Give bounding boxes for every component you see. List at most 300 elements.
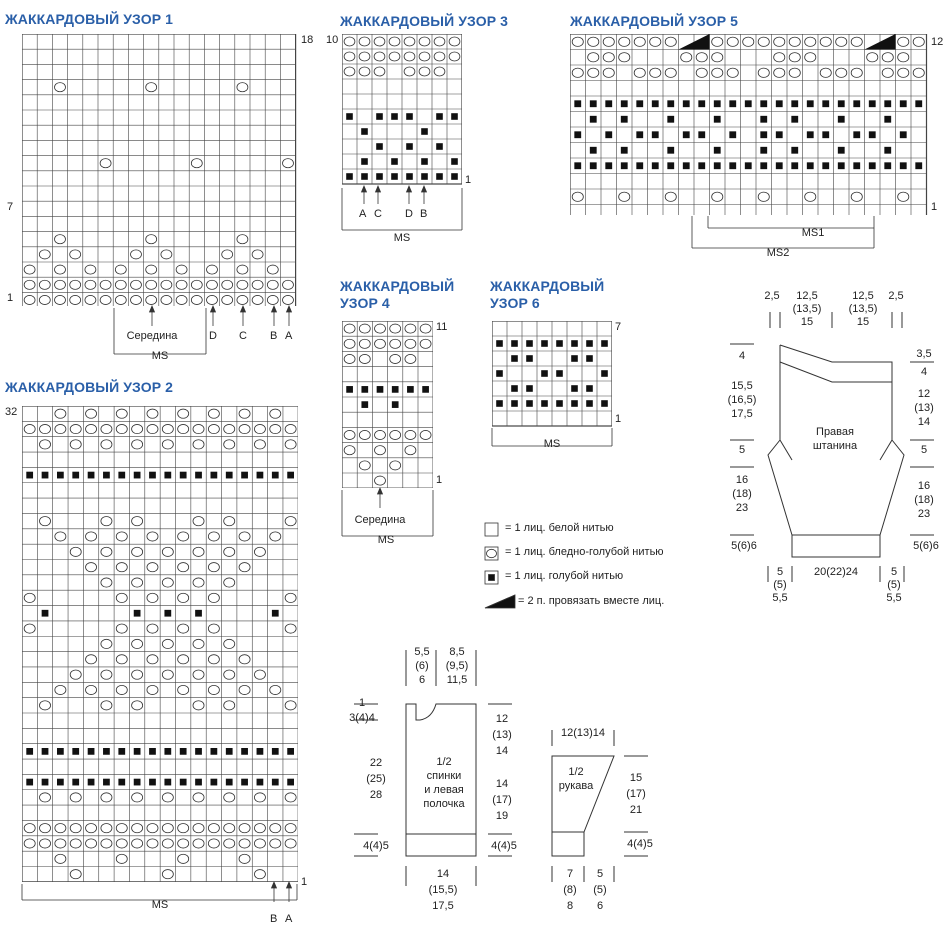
circle-stitch (789, 68, 800, 77)
pants-top-b2: (13,5) (848, 303, 878, 315)
circle-stitch (285, 839, 296, 848)
square-stitch (392, 401, 399, 408)
circle-stitch (161, 250, 172, 259)
pants-bottom-a3: 5,5 (772, 592, 788, 604)
circle-stitch (178, 593, 189, 602)
circle-stitch (588, 37, 599, 46)
legend-circle-text: = 1 лиц. бледно-голубой нитью (505, 546, 664, 558)
square-stitch (376, 143, 383, 150)
square-stitch (652, 131, 659, 138)
circle-stitch (147, 824, 158, 833)
square-stitch (822, 131, 829, 138)
circle-stitch (147, 685, 158, 694)
square-stitch (180, 472, 187, 479)
square-stitch (361, 386, 368, 393)
circle-stitch (70, 839, 81, 848)
circle-stitch (100, 159, 111, 168)
circle-stitch (420, 324, 431, 333)
back-title-1: 1/2 (436, 756, 452, 768)
circle-stitch (449, 37, 460, 46)
pants-right-b1: 16 (917, 480, 931, 492)
pants-right-a3: 14 (917, 416, 931, 428)
square-stitch (683, 100, 690, 107)
square-stitch (511, 400, 518, 407)
back-title-2: спинки (426, 770, 462, 782)
pants-bottom-b1: 5 (890, 566, 898, 578)
square-stitch (590, 162, 597, 169)
circle-stitch (224, 578, 235, 587)
square-stitch (118, 748, 125, 755)
circle-stitch (913, 37, 924, 46)
circle-stitch (405, 324, 416, 333)
square-stitch (361, 401, 368, 408)
circle-stitch (146, 83, 157, 92)
circle-stitch (100, 280, 111, 289)
circle-stitch (237, 235, 248, 244)
legend-white-swatch (485, 523, 498, 536)
circle-stitch (404, 37, 415, 46)
square-stitch (822, 100, 829, 107)
circle-stitch (224, 670, 235, 679)
square-stitch (556, 340, 563, 347)
circle-stitch (758, 37, 769, 46)
pants-top-a1: 12,5 (796, 290, 818, 302)
circle-stitch (178, 685, 189, 694)
circle-stitch (55, 235, 66, 244)
circle-stitch (178, 839, 189, 848)
circle-stitch (254, 547, 265, 556)
circle-stitch (390, 461, 401, 470)
pants-top-b3: 15 (856, 316, 870, 328)
circle-stitch (681, 53, 692, 62)
circle-stitch (24, 624, 35, 633)
circle-stitch (375, 430, 386, 439)
circle-stitch (147, 839, 158, 848)
sleeve-right-3: 21 (629, 804, 643, 816)
circle-stitch (208, 424, 219, 433)
circle-stitch (191, 280, 202, 289)
circle-stitch (239, 655, 250, 664)
circle-stitch (405, 446, 416, 455)
p2-row-32: 32 (5, 406, 18, 418)
circle-stitch (237, 83, 248, 92)
circle-stitch (101, 839, 112, 848)
square-stitch (571, 385, 578, 392)
pants-bottom-b2: (5) (887, 579, 901, 591)
sleeve-right-4: 4(4)5 (627, 838, 653, 850)
circle-stitch (727, 37, 738, 46)
pants-right-cuff: 5(6)6 (913, 540, 939, 552)
square-stitch (164, 610, 171, 617)
circle-stitch (359, 354, 370, 363)
back-top-b1: 8,5 (449, 646, 465, 658)
square-stitch (541, 340, 548, 347)
pants-left-4: 4 (738, 350, 746, 362)
circle-stitch (239, 424, 250, 433)
square-stitch (590, 147, 597, 154)
square-stitch (210, 748, 217, 755)
legend-white-text: = 1 лиц. белой нитью (505, 522, 614, 534)
pattern-1-chart (22, 34, 298, 306)
square-stitch (683, 131, 690, 138)
circle-stitch (147, 409, 158, 418)
circle-stitch (24, 265, 35, 274)
square-stitch (57, 779, 64, 786)
circle-stitch (208, 563, 219, 572)
circle-stitch (344, 324, 355, 333)
square-stitch (605, 131, 612, 138)
circle-stitch (572, 37, 583, 46)
circle-stitch (208, 839, 219, 848)
square-stitch (853, 162, 860, 169)
pattern-4-title-line1: ЖАККАРДОВЫЙ (340, 278, 455, 294)
circle-stitch (603, 68, 614, 77)
circle-stitch (132, 578, 143, 587)
circle-stitch (208, 824, 219, 833)
square-stitch (556, 400, 563, 407)
circle-stitch (224, 424, 235, 433)
pants-left-b2: (18) (732, 488, 752, 500)
p3-ms-label: MS (393, 232, 411, 244)
circle-stitch (178, 563, 189, 572)
pants-top-a3: 15 (800, 316, 814, 328)
square-stitch (118, 472, 125, 479)
square-stitch (226, 748, 233, 755)
circle-stitch (101, 547, 112, 556)
p2-label-b: B (270, 913, 278, 925)
circle-stitch (665, 192, 676, 201)
circle-stitch (285, 424, 296, 433)
circle-stitch (774, 53, 785, 62)
circle-stitch (603, 37, 614, 46)
square-stitch (511, 340, 518, 347)
square-stitch (807, 131, 814, 138)
circle-stitch (116, 593, 127, 602)
circle-stitch (24, 280, 35, 289)
circle-stitch (24, 593, 35, 602)
circle-stitch (116, 624, 127, 633)
p6-ms-label: MS (543, 438, 561, 450)
circle-stitch (101, 701, 112, 710)
pants-right-b3: 23 (917, 508, 931, 520)
circle-stitch (359, 461, 370, 470)
circle-stitch (375, 476, 386, 485)
square-stitch (900, 131, 907, 138)
square-stitch (103, 472, 110, 479)
circle-stitch (162, 578, 173, 587)
square-stitch (421, 158, 428, 165)
square-stitch (436, 143, 443, 150)
square-stitch (42, 779, 49, 786)
pattern-1-title: ЖАККАРДОВЫЙ УЗОР 1 (5, 11, 174, 27)
circle-stitch (101, 578, 112, 587)
back-top-a3: 6 (418, 674, 426, 686)
circle-stitch (404, 67, 415, 76)
square-stitch (605, 162, 612, 169)
square-stitch (807, 162, 814, 169)
circle-stitch (55, 409, 66, 418)
square-stitch (698, 131, 705, 138)
circle-stitch (24, 424, 35, 433)
square-stitch (57, 748, 64, 755)
circle-stitch (132, 670, 143, 679)
pants-left-5: 5 (738, 444, 746, 456)
square-stitch (421, 173, 428, 180)
circle-stitch (285, 701, 296, 710)
sleeve-bottom-a1: 7 (566, 868, 574, 880)
circle-stitch (193, 793, 204, 802)
circle-stitch (224, 701, 235, 710)
pants-left-cuff: 5(6)6 (731, 540, 757, 552)
square-stitch (134, 610, 141, 617)
p3-row-10: 10 (326, 34, 339, 46)
square-stitch (72, 748, 79, 755)
square-stitch (164, 779, 171, 786)
square-stitch (853, 100, 860, 107)
square-stitch (226, 472, 233, 479)
circle-stitch (224, 639, 235, 648)
circle-stitch (270, 424, 281, 433)
circle-stitch (101, 517, 112, 526)
circle-stitch (39, 424, 50, 433)
circle-stitch (132, 440, 143, 449)
circle-stitch (207, 280, 218, 289)
circle-stitch (434, 67, 445, 76)
circle-stitch (55, 280, 66, 289)
circle-stitch (405, 430, 416, 439)
circle-stitch (898, 68, 909, 77)
square-stitch (511, 385, 518, 392)
circle-stitch (101, 424, 112, 433)
square-stitch (667, 162, 674, 169)
circle-stitch (375, 324, 386, 333)
square-stitch (776, 162, 783, 169)
square-stitch (791, 116, 798, 123)
square-stitch (884, 116, 891, 123)
square-stitch (272, 610, 279, 617)
circle-stitch (162, 440, 173, 449)
circle-stitch (390, 354, 401, 363)
square-stitch (714, 162, 721, 169)
circle-stitch (178, 424, 189, 433)
square-stitch (392, 386, 399, 393)
square-stitch (776, 100, 783, 107)
pants-bottom-center: 20(22)24 (813, 566, 859, 578)
circle-stitch (344, 354, 355, 363)
back-title-3: и левая (424, 784, 464, 796)
circle-stitch (39, 280, 50, 289)
square-stitch (760, 147, 767, 154)
circle-stitch (116, 409, 127, 418)
circle-stitch (147, 593, 158, 602)
square-stitch (149, 748, 156, 755)
circle-stitch (101, 824, 112, 833)
circle-stitch (405, 339, 416, 348)
circle-stitch (222, 250, 233, 259)
p1-label-d: D (209, 330, 217, 342)
circle-stitch (359, 67, 370, 76)
circle-stitch (132, 639, 143, 648)
circle-stitch (270, 532, 281, 541)
square-stitch (195, 610, 202, 617)
p5-row-1: 1 (931, 201, 938, 213)
circle-stitch (115, 265, 126, 274)
circle-stitch (191, 159, 202, 168)
square-stitch (884, 100, 891, 107)
square-stitch (164, 472, 171, 479)
circle-stitch (283, 159, 294, 168)
circle-stitch (619, 192, 630, 201)
square-stitch (421, 128, 428, 135)
circle-stitch (101, 793, 112, 802)
back-top-a2: (6) (415, 660, 429, 672)
square-stitch (667, 100, 674, 107)
square-stitch (451, 113, 458, 120)
circle-stitch (132, 839, 143, 848)
back-right-4: 14 (495, 778, 509, 790)
circle-stitch (208, 532, 219, 541)
pants-left-b3: 23 (735, 502, 749, 514)
square-stitch (272, 472, 279, 479)
back-left-2: 3(4)4 (349, 712, 375, 724)
circle-stitch (913, 68, 924, 77)
square-stitch (900, 100, 907, 107)
square-stitch (621, 147, 628, 154)
circle-stitch (665, 37, 676, 46)
circle-stitch (634, 37, 645, 46)
square-stitch (210, 779, 217, 786)
circle-stitch (55, 685, 66, 694)
circle-stitch (650, 37, 661, 46)
circle-stitch (178, 655, 189, 664)
square-stitch (361, 128, 368, 135)
pattern-6-chart (492, 321, 612, 428)
circle-stitch (86, 824, 97, 833)
square-stitch (526, 355, 533, 362)
back-right-7: 4(4)5 (491, 840, 517, 852)
square-stitch (586, 340, 593, 347)
p3-label-c: C (374, 208, 382, 220)
circle-stitch (85, 265, 96, 274)
circle-stitch (434, 37, 445, 46)
circle-stitch (239, 839, 250, 848)
circle-stitch (390, 324, 401, 333)
circle-stitch (178, 854, 189, 863)
p3-label-a: A (359, 208, 367, 220)
square-stitch (571, 340, 578, 347)
square-stitch (760, 116, 767, 123)
back-bottom-1: 14 (436, 868, 450, 880)
square-stitch (226, 779, 233, 786)
circle-stitch (207, 265, 218, 274)
p1-label-c: C (239, 330, 247, 342)
pants-top-right-2-5: 2,5 (888, 290, 904, 302)
circle-stitch (805, 192, 816, 201)
square-stitch (287, 472, 294, 479)
sleeve-bottom-b1: 5 (596, 868, 604, 880)
circle-stitch (176, 280, 187, 289)
square-stitch (776, 131, 783, 138)
circle-stitch (805, 37, 816, 46)
square-stitch (272, 779, 279, 786)
square-stitch (586, 355, 593, 362)
circle-stitch (374, 67, 385, 76)
p1-label-a: A (285, 330, 293, 342)
circle-stitch (70, 440, 81, 449)
circle-stitch (116, 685, 127, 694)
circle-stitch (898, 37, 909, 46)
square-stitch (241, 472, 248, 479)
circle-stitch (572, 192, 583, 201)
back-left-6: 4(4)5 (363, 840, 389, 852)
back-right-1: 12 (495, 713, 509, 725)
circle-stitch (603, 53, 614, 62)
circle-stitch (239, 685, 250, 694)
square-stitch (149, 472, 156, 479)
circle-stitch (254, 440, 265, 449)
circle-stitch (344, 339, 355, 348)
circle-stitch (712, 53, 723, 62)
circle-stitch (55, 824, 66, 833)
square-stitch (436, 113, 443, 120)
circle-stitch (390, 339, 401, 348)
square-stitch (745, 162, 752, 169)
circle-stitch (178, 624, 189, 633)
square-stitch (571, 355, 578, 362)
square-stitch (621, 162, 628, 169)
circle-stitch (789, 37, 800, 46)
circle-stitch (267, 280, 278, 289)
square-stitch (406, 173, 413, 180)
circle-stitch (147, 624, 158, 633)
square-stitch (601, 400, 608, 407)
circle-stitch (193, 639, 204, 648)
pants-right-3-5: 3,5 (916, 348, 932, 360)
square-stitch (241, 779, 248, 786)
circle-stitch (712, 68, 723, 77)
circle-stitch (193, 701, 204, 710)
circle-stitch (101, 639, 112, 648)
pants-title-2: штанина (812, 440, 858, 452)
circle-stitch (132, 824, 143, 833)
back-top-b3: 11,5 (446, 674, 468, 686)
circle-stitch (882, 68, 893, 77)
circle-stitch (836, 37, 847, 46)
sleeve-right-2: (17) (626, 788, 646, 800)
circle-stitch (434, 52, 445, 61)
circle-stitch (224, 839, 235, 848)
circle-stitch (224, 440, 235, 449)
square-stitch (195, 748, 202, 755)
square-stitch (822, 162, 829, 169)
circle-stitch (285, 440, 296, 449)
circle-stitch (132, 547, 143, 556)
square-stitch (541, 370, 548, 377)
circle-stitch (86, 655, 97, 664)
circle-stitch (162, 547, 173, 556)
square-stitch (853, 131, 860, 138)
square-stitch (745, 100, 752, 107)
circle-stitch (162, 793, 173, 802)
circle-stitch (115, 280, 126, 289)
square-stitch (621, 116, 628, 123)
square-stitch (361, 158, 368, 165)
square-stitch (118, 779, 125, 786)
pattern-6-title-line2: УЗОР 6 (490, 295, 540, 311)
back-title-4: полочка (423, 798, 465, 810)
circle-stitch (224, 824, 235, 833)
circle-stitch (239, 563, 250, 572)
